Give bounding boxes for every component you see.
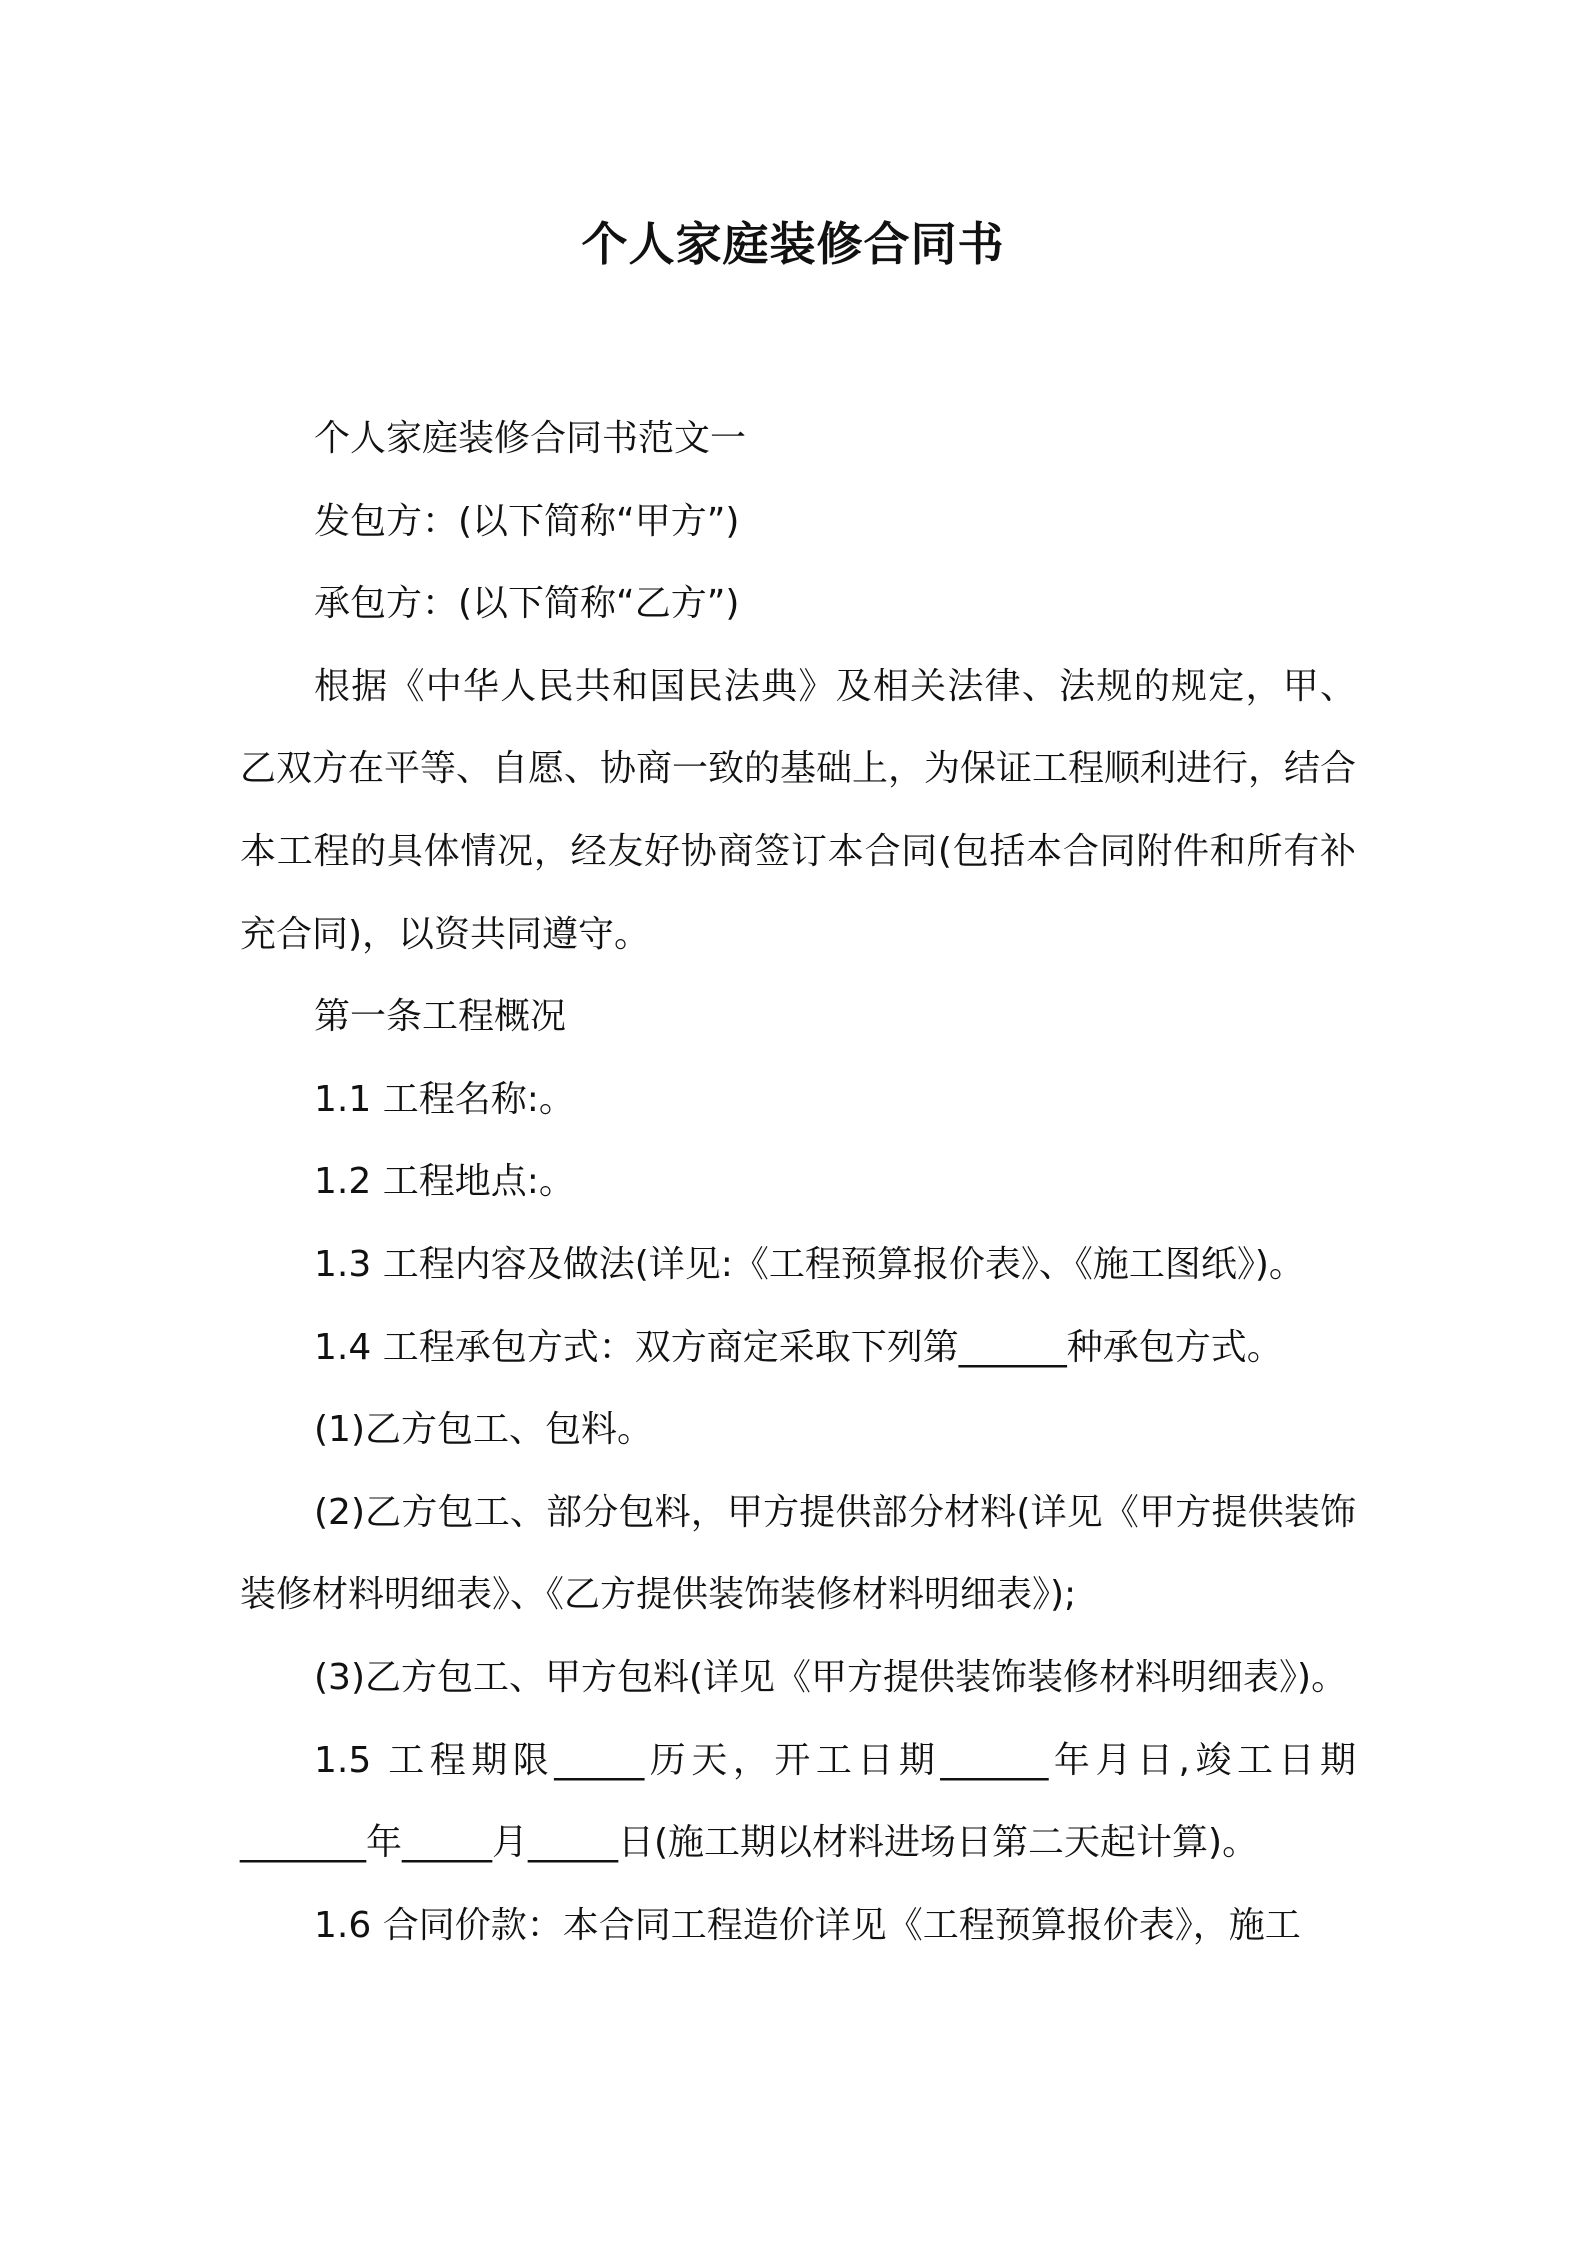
paragraph-article-one-heading: 第一条工程概况 [314,996,567,1038]
paragraph-party-a: 发包方：(以下简称“甲方”) [314,500,740,542]
paragraph-project-location: 1.2 工程地点:。 [314,1161,575,1203]
document-body [240,398,1356,1967]
paragraph-party-b: 承包方：(以下简称“乙方”) [314,583,740,625]
paragraph-subtitle: 个人家庭装修合同书范文一 [314,418,747,459]
document-title: 个人家庭装修合同书 [581,217,1005,271]
paragraph-preamble: 根据《中华人民共和国民法典》及相关法律、法规的规定，甲、乙双方在平等、自愿、协商一致的基础上，为保证工程顺利进行，结合本工程的具体情况，经友好协商签订本合同(包括本合同附件和所有补充合同)，以资共同遵守。 [240,665,1357,955]
paragraph-project-period: 1.5 工程期限_____历天，开工日期______年月日,竣工日期_______年_____月_____日(施工期以材料进场日第二天起计算)。 [240,1739,1356,1864]
paragraph-contract-price: 1.6 合同价款：本合同工程造价详见《工程预算报价表》，施工 [314,1904,1301,1946]
paragraph-option-2: (2)乙方包工、部分包料，甲方提供部分材料(详见《甲方提供装饰装修材料明细表》、《乙方提供装饰装修材料明细表》); [240,1491,1356,1616]
paragraph-option-1: (1)乙方包工、包料。 [314,1409,653,1451]
paragraph-project-content: 1.3 工程内容及做法(详见:《工程预算报价表》、《施工图纸》)。 [314,1243,1305,1285]
paragraph-project-name: 1.1 工程名称:。 [314,1078,575,1120]
paragraph-option-3: (3)乙方包工、甲方包料(详见《甲方提供装饰装修材料明细表》)。 [314,1656,1348,1698]
paragraph-contract-method: 1.4 工程承包方式：双方商定采取下列第______种承包方式。 [314,1326,1283,1368]
